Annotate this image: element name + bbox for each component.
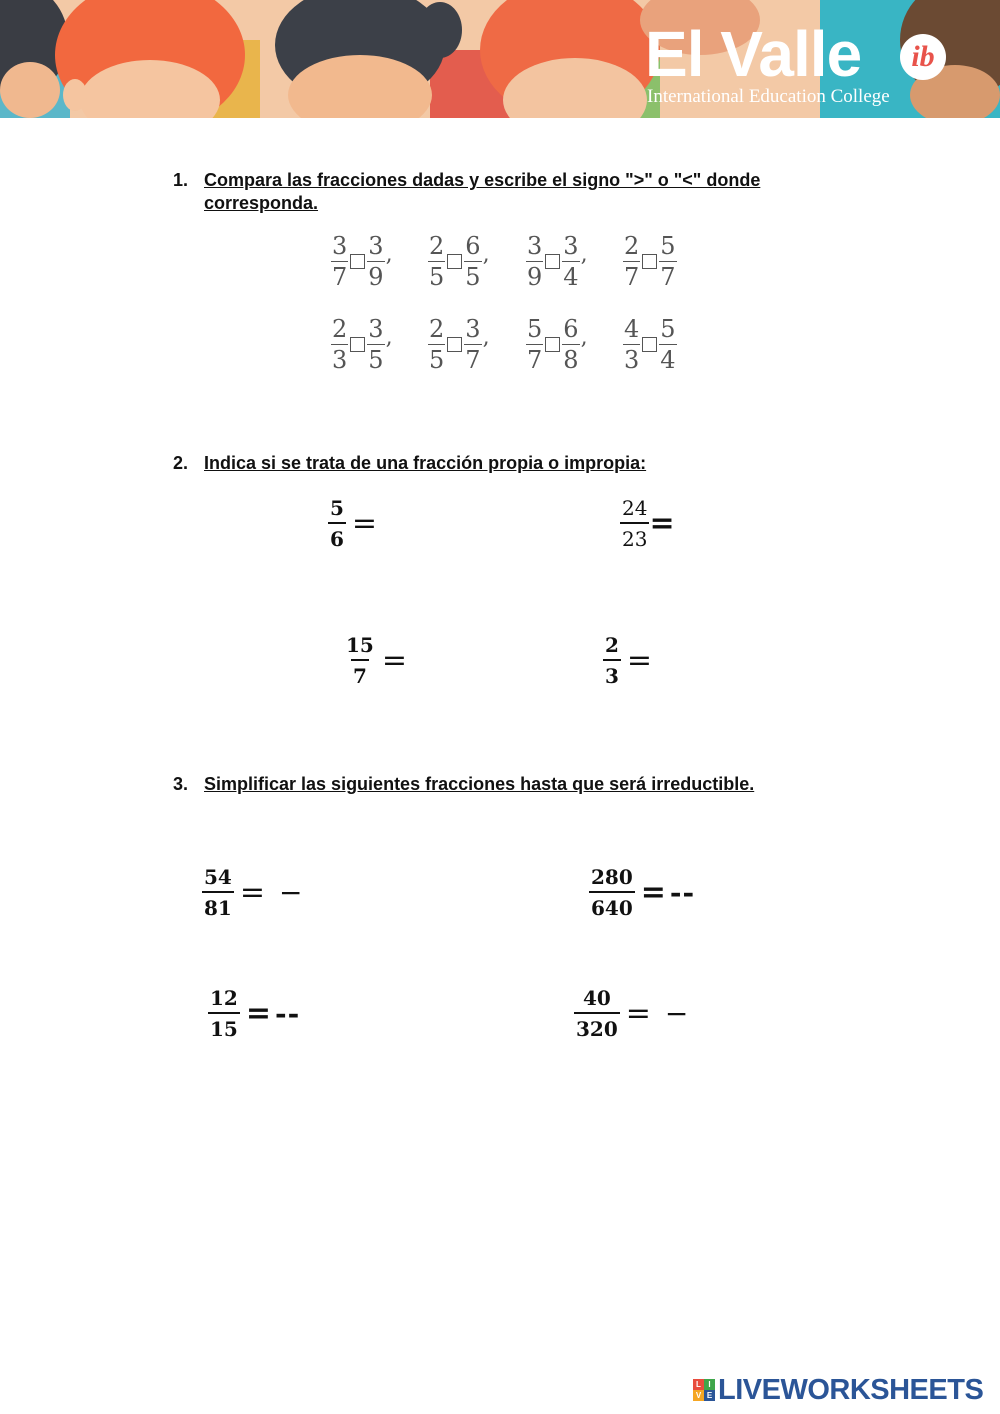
- header-banner: [0, 0, 1000, 118]
- comparison-item: $\frac{2}{7}$ $\frac{5}{7}$: [624, 232, 676, 291]
- answer-box[interactable]: [642, 254, 657, 269]
- question-number: 3.: [173, 774, 189, 794]
- question-number: 2.: [173, 453, 189, 473]
- answer-box[interactable]: [350, 337, 365, 352]
- fraction-item: $\frac{5}{6}$ =: [330, 496, 378, 551]
- comparison-item: $\frac{2}{5}$ $\frac{6}{5}$ ,: [429, 232, 490, 291]
- simplify-item: $\frac{12}{15}$ = --: [210, 986, 301, 1041]
- question-text: Compara las fracciones dadas y escribe el signo ">" o "<" donde corresponda.: [204, 170, 761, 213]
- liveworksheets-icon: L I V E: [693, 1379, 715, 1401]
- comparison-item: $\frac{3}{7}$ $\frac{3}{9}$ ,: [332, 232, 393, 291]
- fraction-item: $\frac{24}{23}$ =: [622, 496, 675, 551]
- simplify-item: $\frac{54}{81}$ = −: [204, 865, 303, 920]
- answer-box[interactable]: [447, 254, 462, 269]
- simplify-item: $\frac{40}{320}$ = −: [576, 986, 689, 1041]
- school-logo: [645, 18, 975, 112]
- comparison-item: $\frac{4}{3}$ $\frac{5}{4}$: [624, 315, 676, 374]
- answer-box[interactable]: [350, 254, 365, 269]
- liveworksheets-logo[interactable]: [693, 1375, 983, 1405]
- school-name: El Valle: [645, 18, 862, 90]
- comparison-item: $\frac{5}{7}$ $\frac{6}{8}$ ,: [527, 315, 588, 374]
- comparison-item: $\frac{3}{9}$ $\frac{3}{4}$ ,: [527, 232, 588, 291]
- ib-logo-icon: ib: [900, 34, 946, 80]
- answer-box[interactable]: [545, 337, 560, 352]
- answer-box[interactable]: [447, 337, 462, 352]
- simplify-item: $\frac{280}{640}$ = --: [591, 865, 696, 920]
- question-text: Indica si se trata de una fracción propia o impropia:: [204, 453, 647, 473]
- school-subtitle: International Education College: [647, 86, 890, 107]
- answer-box[interactable]: [545, 254, 560, 269]
- answer-box[interactable]: [642, 337, 657, 352]
- comparison-item: $\frac{2}{3}$ $\frac{3}{5}$ ,: [332, 315, 393, 374]
- comparison-item: $\frac{2}{5}$ $\frac{3}{7}$ ,: [429, 315, 490, 374]
- liveworksheets-text: LIVEWORKSHEETS: [718, 1373, 984, 1406]
- fraction-item: $\frac{15}{7}$ =: [346, 633, 407, 688]
- question-text: Simplificar las siguientes fracciones hasta que será irreductible.: [204, 774, 755, 794]
- fraction-item: $\frac{2}{3}$ =: [605, 633, 653, 688]
- question-number: 1.: [173, 170, 189, 190]
